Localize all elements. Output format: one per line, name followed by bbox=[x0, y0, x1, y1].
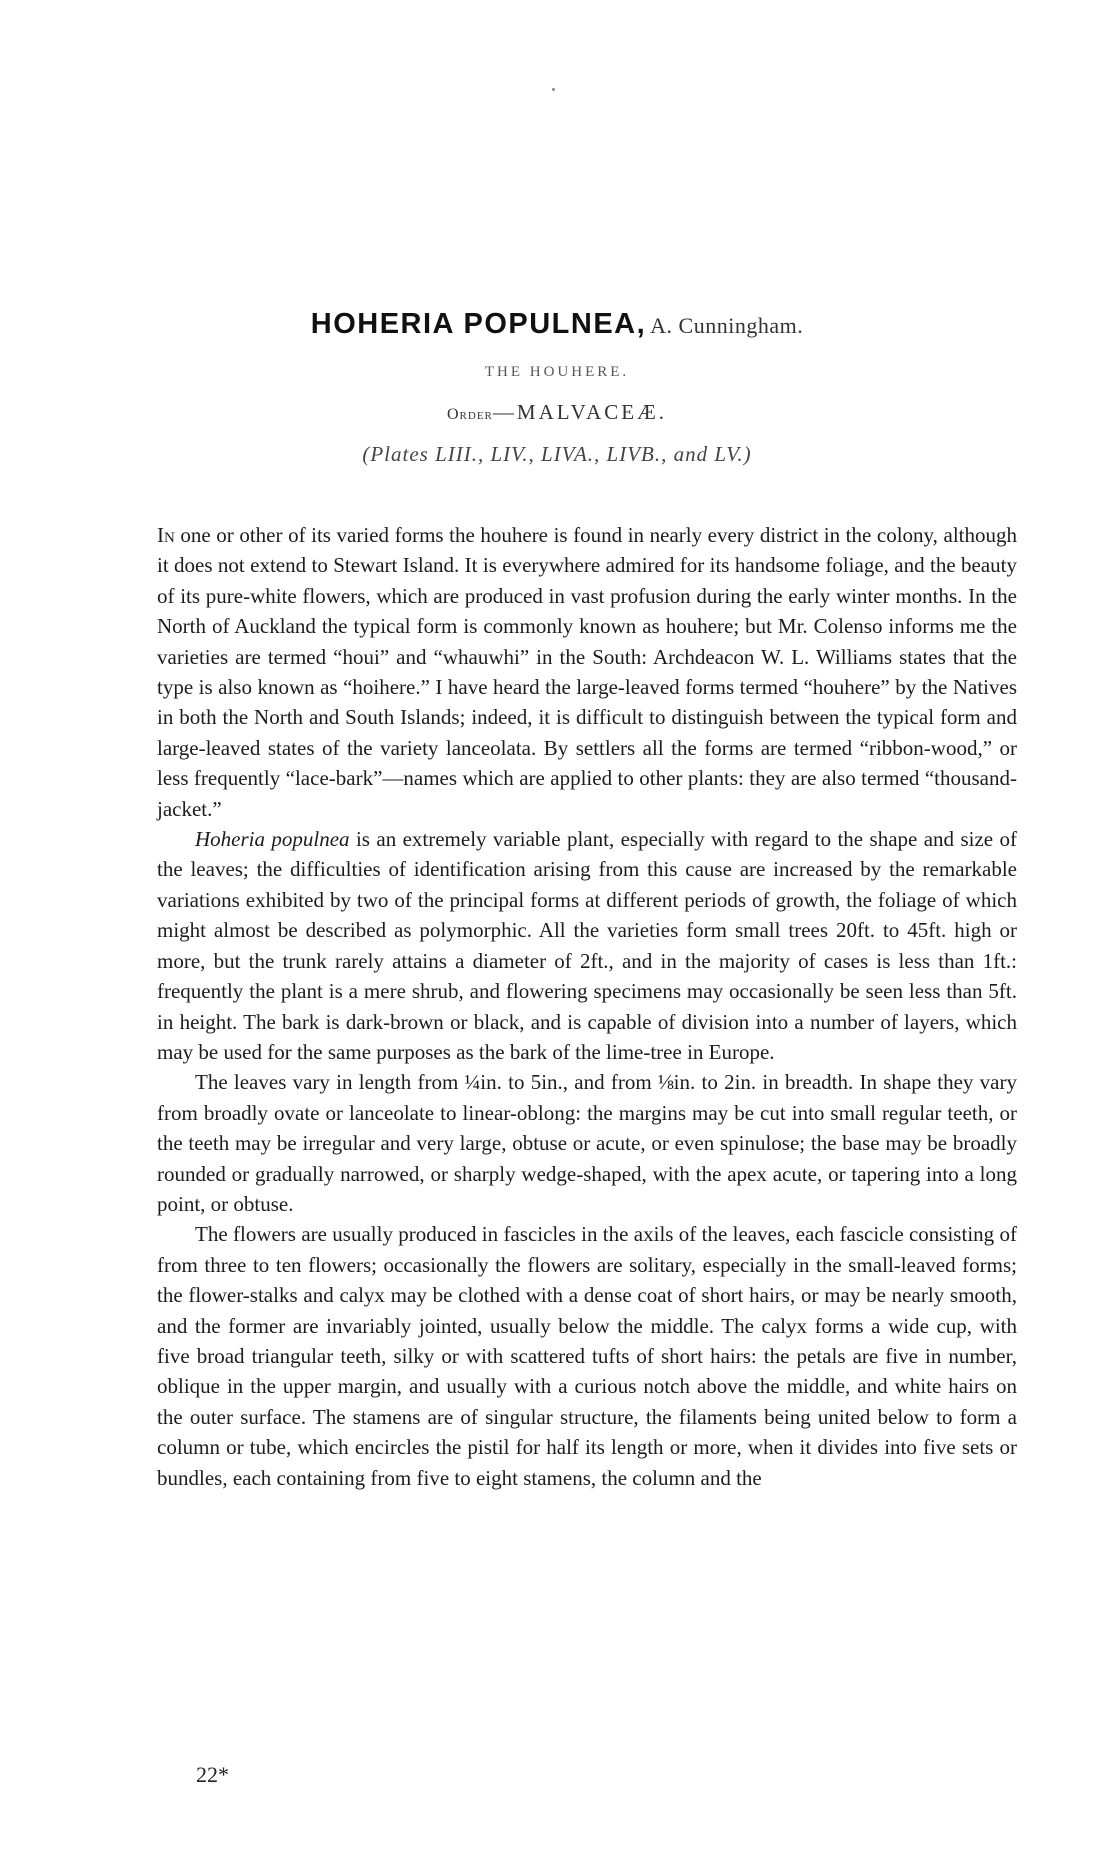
article-title-line bbox=[0, 308, 1114, 341]
species-italic: Hoheria populnea bbox=[195, 827, 350, 852]
paragraph bbox=[157, 824, 1017, 1067]
paragraph-text: is an extremely variable plant, especially with regard to the shape and size of the leaves; the difficulties of identification arising from this cause are increased by the remarkable variations exhibited by two of the principal forms at different periods of growth, the foliage of which might almost be described as polymorphic. All the varieties form small trees 20ft. to 45ft. high or more, but the trunk rarely attains a diameter of 2ft., and in the majority of cases is less than 1ft.: frequently the plant is a mere shrub, and flowering specimens may occasionally be seen less than 5ft. in height. The bark is dark-brown or black, and is capable of division into a number of layers, which may be used for the same purposes as the bark of the lime-tree in Europe. bbox=[157, 827, 1018, 1064]
paragraph-text: one or other of its varied forms the houhere is found in nearly every district in the colony, although it does not extend to Stewart Island. It is everywhere admired for its handsome foliage, and the beauty of its pure-white flowers, which are produced in vast profusion during the early winter months. In the North of Auckland the typical form is commonly known as houhere; but Mr. Colenso informs me the varieties are termed “houi” and “whauwhi” in the South: Archdeacon W. L. Williams states that the type is also known as “hoihere.” I have heard the large-leaved forms termed “houhere” by the Natives in both the North and South Islands; indeed, it is difficult to distinguish between the typical form and large-leaved states of the variety lanceolata. By settlers all the forms are termed “ribbon-wood,” or less frequently “lace-bark”—names which are applied to other plants: they are also termed “thousand-jacket.” bbox=[157, 523, 1017, 821]
order-dash: — bbox=[492, 400, 517, 424]
order-label: Order bbox=[446, 406, 493, 423]
common-name: THE HOUHERE. bbox=[484, 364, 630, 380]
plates-reference: (Plates LIII., LIV., LIVA., LIVB., and LV.) bbox=[362, 442, 752, 466]
order-family: MALVACEÆ. bbox=[516, 400, 668, 424]
body-text bbox=[157, 520, 1017, 1493]
paragraph-lead-word: In bbox=[157, 523, 175, 547]
order-line bbox=[0, 400, 1114, 425]
signature-mark: 22* bbox=[196, 1762, 229, 1787]
paragraph-text: The flowers are usually produced in fascicles in the axils of the leaves, each fascicle consisting of from three to ten flowers; occasionally the flowers are solitary, especially in the small-leaved forms; the flower-stalks and calyx may be clothed with a dense coat of short hairs, or may be nearly smooth, and the former are invariably jointed, usually below the middle. The calyx forms a wide cup, with five broad triangular teeth, silky or with scattered tufts of short hairs: the petals are five in number, oblique in the upper margin, and usually with a curious notch above the middle, and white hairs on the outer surface. The stamens are of singular structure, the filaments being united below to form a column or tube, which encircles the pistil for half its length or more, when it divides into five sets or bundles, each containing from five to eight stamens, the column and the bbox=[157, 1222, 1017, 1490]
paragraph bbox=[157, 1219, 1017, 1493]
paragraph bbox=[157, 1067, 1017, 1219]
paragraph-text: The leaves vary in length from ¼in. to 5in., and from ⅛in. to 2in. in breadth. In shape they vary from broadly ovate or lanceolate to linear-oblong: the margins may be cut into small regular teeth, or the teeth may be irregular and very large, obtuse or acute, or even spinulose; the base may be broadly rounded or gradually narrowed, or sharply wedge-shaped, with the apex acute, or tapering into a long point, or obtuse. bbox=[157, 1070, 1017, 1216]
paragraph bbox=[157, 520, 1017, 824]
species-author: A. Cunningham. bbox=[650, 313, 804, 338]
species-title: HOHERIA POPULNEA, bbox=[310, 308, 647, 340]
page-speck bbox=[552, 88, 555, 91]
